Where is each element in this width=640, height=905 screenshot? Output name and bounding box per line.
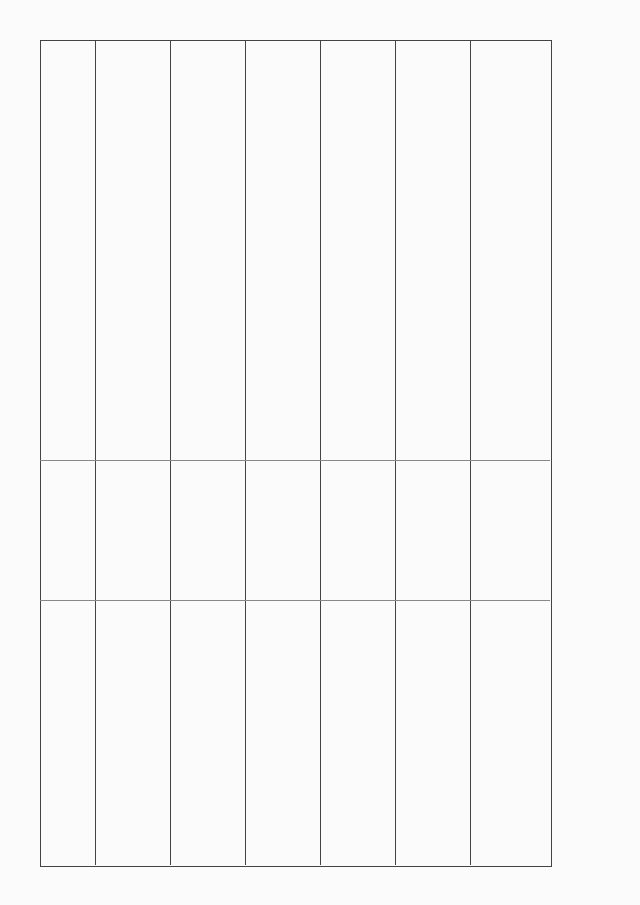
table-row-divider	[40, 600, 550, 601]
table-column-divider	[95, 40, 96, 865]
table-frame	[40, 40, 552, 867]
table-column-divider	[245, 40, 246, 865]
table-column-divider	[170, 40, 171, 865]
table-column-divider	[395, 40, 396, 865]
table-column-divider	[470, 40, 471, 865]
table-column-divider	[320, 40, 321, 865]
table-row-divider	[40, 460, 550, 461]
